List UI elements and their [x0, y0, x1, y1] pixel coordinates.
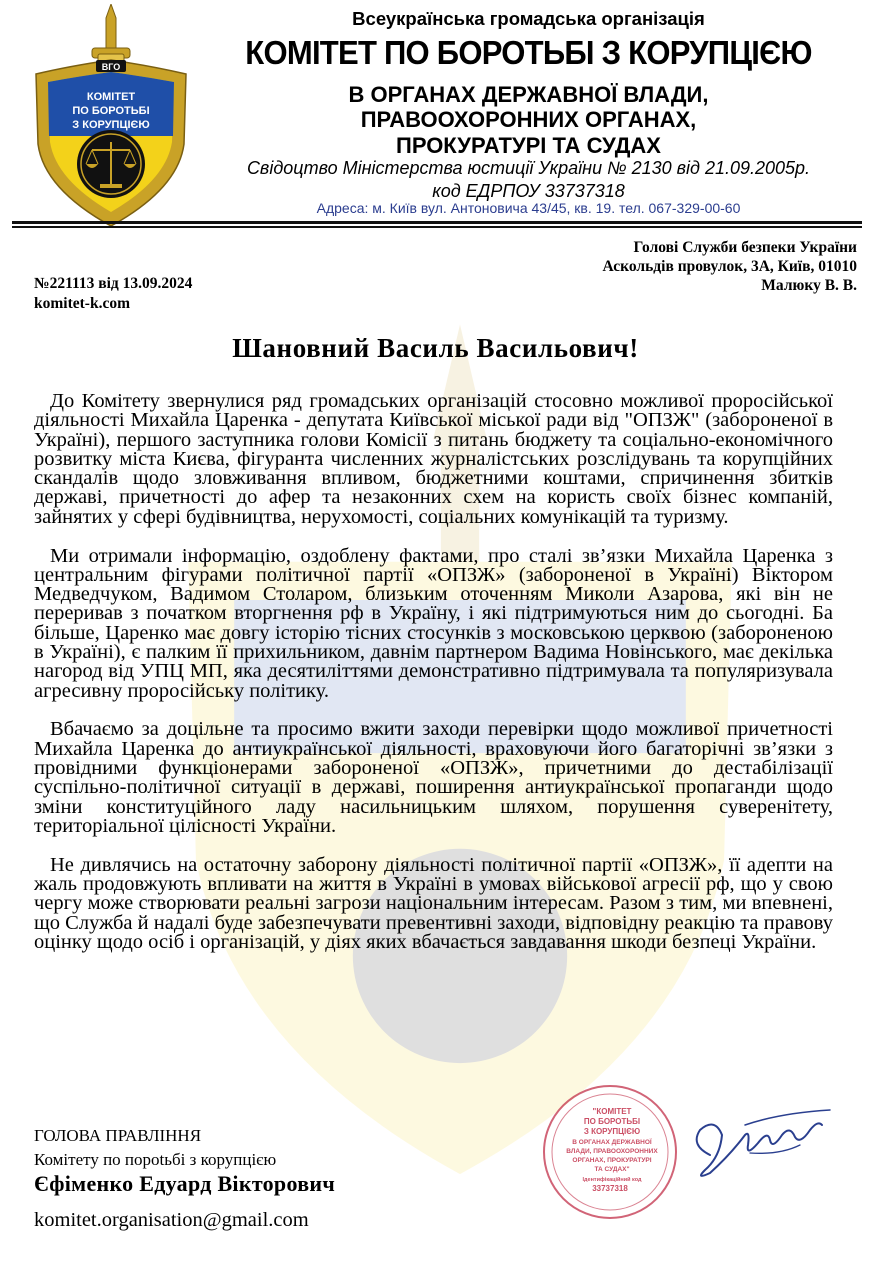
organization-address: Адреса: м. Київ вул. Антоновича 43/45, кв. 19. тел. 067-329-00-60 — [316, 200, 741, 216]
letter-body — [34, 392, 833, 972]
signatory-name: Єфіменко Едуард Вікторович — [34, 1171, 336, 1196]
website-link[interactable]: komitet-k.com — [34, 295, 130, 312]
svg-text:В ОРГАНАХ ДЕРЖАВНОЇ: В ОРГАНАХ ДЕРЖАВНОЇ — [572, 1139, 652, 1146]
edrpou-code: код ЕДРПОУ 33737318 — [432, 181, 625, 201]
svg-text:33737318: 33737318 — [592, 1184, 628, 1193]
handwritten-signature-icon — [650, 1095, 850, 1195]
svg-text:КОМІТЕТ: КОМІТЕТ — [86, 91, 136, 103]
header-subtitle-line-1: В ОРГАНАХ ДЕРЖАВНОЇ ВЛАДИ, — [348, 82, 709, 107]
org-type-line: Всеукраїнська громадська організація — [352, 8, 705, 29]
signatory-title: ГОЛОВА ПРАВЛІННЯ — [34, 1126, 202, 1145]
svg-text:Ідентифікаційний код: Ідентифікаційний код — [582, 1177, 642, 1183]
svg-text:ПО БОРОТЬБІ: ПО БОРОТЬБІ — [72, 105, 150, 117]
body-paragraph: Не дивлячись на остаточну заборону діяльності політичної партії «ОПЗЖ», її адепти на жаль продовжують впливати на життя в Україні в умовах військової агресії рф, що у свою чергу може створювати реальні загрози національним інтересам. Разом з тим, ми впевнені, що Служба й надалі буде забезпечувати превентивні заходи, відповідну реакцію та правову оцінку щодо осіб і організацій, у діях яких вбачається завдавання шкоди безпеці України. — [34, 853, 833, 953]
header-subtitle-line-2: ПРАВООХОРОННИХ ОРГАНАХ, — [360, 107, 697, 132]
contact-email[interactable]: komitet.organisation@gmail.com — [34, 1209, 309, 1231]
recipient-name: Малюку В. В. — [761, 277, 857, 294]
registration-certificate: Свідоцтво Міністерства юстиції України № 2130 від 21.09.2005р. — [246, 158, 811, 178]
header-divider-thick — [12, 221, 862, 224]
body-paragraph: Вбачаємо за доцільне та просимо вжити заходи перевірки щодо можливої причетності Михайла Царенка до антиукраїнської діяльності, враховуючи його багаторічні зв’язки з провідними функціонерами забороненої «ОПЗЖ», причетними до дестабілізації суспільно-політичної ситуації в державі, поширення антиукраїнської пропаганди щодо зміни конституційного ладу насильницьким шляхом, порушення суверенітету, територіальної цілісності України. — [34, 718, 833, 837]
svg-text:ОРГАНАХ, ПРОКУРАТУРІ: ОРГАНАХ, ПРОКУРАТУРІ — [572, 1157, 652, 1164]
header-divider-thin — [12, 226, 862, 228]
signatory-organization: Комітету по пороtьбі з корупцією — [34, 1150, 277, 1169]
svg-text:"КОМІТЕТ: "КОМІТЕТ — [592, 1107, 632, 1116]
recipient-address: Аскольдів провулок, 3А, Київ, 01010 — [602, 258, 857, 275]
svg-text:З КОРУПЦІЄЮ: З КОРУПЦІЄЮ — [72, 119, 150, 131]
recipient-position: Голові Служби безпеки України — [633, 239, 857, 256]
organization-emblem-icon — [30, 4, 192, 229]
svg-text:ТА СУДАХ": ТА СУДАХ" — [594, 1166, 630, 1173]
body-paragraph: Ми отримали інформацію, оздоблену фактами, про сталі зв’язки Михайла Царенка з центральним фігурами політичної партії «ОПЗЖ» (забороненої в Україні) Віктором Медведчуком, Вадимом Столаром, близьким оточенням Миколи Азарова, які він не переривав з початком вторгнення рф в Україну, і які підтримуються ним до сьогодні. Ба більше, Царенко має довгу історію тісних стосунків з московською церквою (забороненою в Україні), є палким її прихильником, давнім партнером Вадима Новінського, має декілька нагород від УПЦ МП, яка десятиліттями демонстративно підтримувала та популяризувала агресивну проросійську політику. — [34, 544, 833, 702]
organization-title: КОМІТЕТ ПО БОРОТЬБІ З КОРУПЦІЄЮ — [245, 34, 812, 71]
body-paragraph: До Комітету звернулися ряд громадських організацій стосовно можливої проросійської діяльності Михайла Царенка - депутата Київської міської ради від "ОПЗЖ" (забороненої в Україні), першого заступника голови Комісії з питань бюджету та соціально-економічного розвитку міста Києва, фігуранта численних журналістських розслідувань та корупційних скандалів щодо зловживання впливом, бюджетними коштами, спричинення збитків державі, причетності до афер та незаконних схем на користь своїх бізнес компаній, зайнятих у сфері будівництва, нерухомості, соціальних комунікацій та туризму. — [34, 390, 833, 528]
header-subtitle-line-3: ПРОКУРАТУРІ ТА СУДАХ — [396, 133, 661, 158]
svg-text:ПО БОРОТЬБІ: ПО БОРОТЬБІ — [583, 1117, 641, 1126]
svg-text:ВГО: ВГО — [101, 62, 121, 72]
recipient-block — [602, 238, 857, 295]
svg-text:ВЛАДИ, ПРАВООХОРОННИХ: ВЛАДИ, ПРАВООХОРОННИХ — [566, 1148, 658, 1155]
document-number: №221113 від 13.09.2024 — [34, 275, 193, 292]
salutation: Шановний Василь Васильович! — [232, 333, 639, 363]
svg-text:З КОРУПЦІЄЮ: З КОРУПЦІЄЮ — [583, 1127, 641, 1136]
